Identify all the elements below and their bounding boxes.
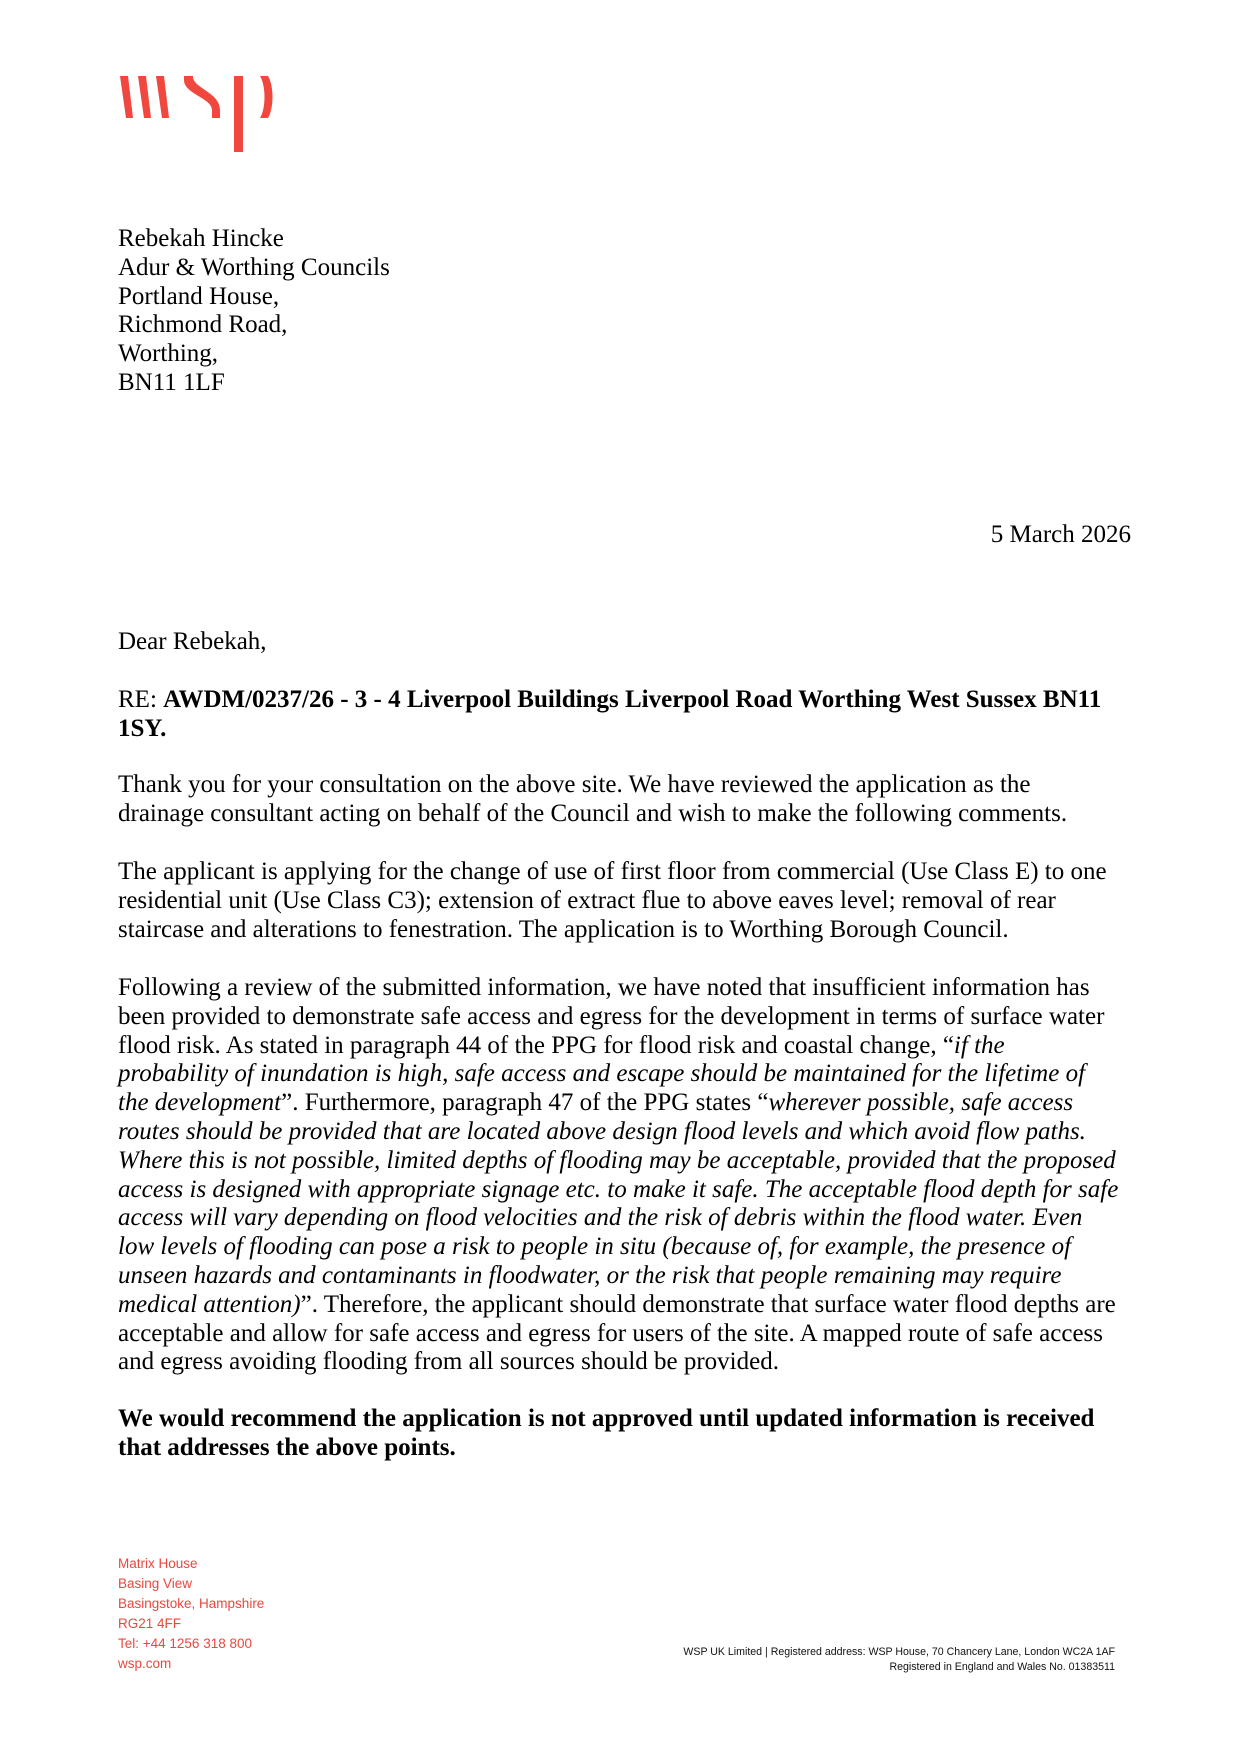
office-building: Matrix House (118, 1556, 198, 1571)
paragraph-line (118, 858, 1107, 887)
wsp-logo-mark (118, 72, 288, 154)
paragraph-line (118, 887, 1107, 916)
recommendation-line: We would recommend the application is not approved until updated information is received (118, 1405, 1095, 1432)
paragraph-line (118, 1348, 1118, 1377)
office-postcode: RG21 4FF (118, 1616, 182, 1632)
paragraph-line (118, 974, 1118, 1003)
quoted-text: if the (953, 1031, 1005, 1059)
body-text: ”. Therefore, the applicant should demonstrate that surface water flood depths are (300, 1290, 1116, 1318)
body-text: Thank you for your consultation on the above site. We have reviewed the application as the (118, 771, 1031, 798)
wsp-logo (118, 72, 288, 159)
recipient-postcode: BN11 1LF (118, 368, 225, 396)
body-text: and egress avoiding flooding from all sources should be provided. (118, 1348, 779, 1376)
body-text: been provided to demonstrate safe access and egress for the development in terms of surface water (118, 1002, 1105, 1030)
quoted-text: routes should be provided that are located above design flood levels and which avoid flow paths. (118, 1117, 1086, 1145)
body-text: The applicant is applying for the change of use of first floor from commercial (Use Class E) to one (118, 858, 1107, 885)
letter-date: 5 March 2026 (990, 521, 1131, 548)
quoted-text: medical attention) (118, 1290, 301, 1318)
quoted-text: probability of inundation is high, safe access and escape should be maintained for the lifetime of (118, 1060, 1086, 1088)
paragraph-line (118, 1204, 1118, 1233)
legal-notice (683, 1645, 1115, 1674)
recipient-address-line: Richmond Road, (118, 311, 288, 339)
website-link[interactable]: wsp.com (118, 1656, 172, 1672)
subject-reference: AWDM/0237/26 - 3 - 4 Liverpool Buildings Liverpool Road Worthing West Sussex BN11 (163, 686, 1102, 713)
office-street: Basing View (118, 1576, 193, 1592)
registered-address: WSP UK Limited | Registered address: WSP House, 70 Chancery Lane, London WC2A 1AF (683, 1646, 1115, 1658)
quoted-text: the development (118, 1089, 282, 1117)
body-text: ”. Furthermore, paragraph 47 of the PPG states “ (281, 1089, 769, 1117)
paragraph-line (118, 1262, 1118, 1291)
paragraph-line (118, 1176, 1118, 1205)
paragraph-line (118, 1003, 1118, 1032)
paragraph-line (118, 1233, 1118, 1262)
recipient-address-line: Worthing, (118, 340, 219, 368)
recipient-name: Rebekah Hincke (118, 225, 284, 252)
quoted-text: wherever possible, safe access (768, 1089, 1074, 1117)
paragraph-line (118, 1032, 1118, 1061)
registration-number: Registered in England and Wales No. 01383511 (889, 1660, 1115, 1673)
body-text: acceptable and allow for safe access and egress for users of the site. A mapped route of safe access (118, 1319, 1103, 1347)
office-town: Basingstoke, Hampshire (118, 1596, 265, 1612)
body-text: staircase and alterations to fenestration. The application is to Worthing Borough Council. (118, 915, 1009, 943)
recommendation-line: that addresses the above points. (118, 1433, 456, 1461)
office-address (118, 1554, 264, 1675)
paragraph-line (118, 1291, 1118, 1320)
paragraph-line (118, 1060, 1118, 1089)
salutation: Dear Rebekah, (118, 628, 267, 655)
quoted-text: low levels of flooding can pose a risk to people in situ (because of, for example, the presence of (118, 1233, 1072, 1261)
recipient-organisation: Adur & Worthing Councils (118, 253, 390, 281)
body-text: flood risk. As stated in paragraph 44 of the PPG for flood risk and coastal change, “ (118, 1031, 954, 1059)
paragraph-line (118, 800, 1067, 829)
quoted-text: access will vary depending on flood velocities and the risk of debris within the flood water. Even (118, 1204, 1083, 1232)
subject-prefix: RE: (118, 686, 164, 713)
paragraph-line (118, 1320, 1118, 1349)
quoted-text: Where this is not possible, limited depths of flooding may be acceptable, provided that the proposed (118, 1146, 1116, 1174)
paragraph-line (118, 916, 1107, 945)
recipient-address (118, 225, 390, 398)
office-phone: Tel: +44 1256 318 800 (118, 1636, 252, 1652)
paragraph-assessment (118, 974, 1118, 1377)
paragraph-line (118, 1147, 1118, 1176)
recommendation (118, 1405, 1094, 1463)
quoted-text: unseen hazards and contaminants in floodwater, or the risk that people remaining may require (118, 1261, 1062, 1289)
recipient-address-line: Portland House, (118, 282, 280, 310)
subject-reference-cont: 1SY. (118, 714, 167, 742)
paragraph-line (118, 1089, 1118, 1118)
paragraph-application (118, 858, 1107, 944)
body-text: residential unit (Use Class C3); extension of extract flue to above eaves level; removal of rear (118, 886, 1056, 914)
body-text: Following a review of the submitted information, we have noted that insufficient information has (118, 974, 1090, 1001)
subject-line (118, 686, 1101, 744)
paragraph-line (118, 1118, 1118, 1147)
paragraph-intro (118, 771, 1067, 829)
body-text: drainage consultant acting on behalf of the Council and wish to make the following comments. (118, 799, 1068, 827)
quoted-text: access is designed with appropriate signage etc. to make it safe. The acceptable flood depth for safe (118, 1175, 1119, 1203)
paragraph-line (118, 771, 1067, 800)
